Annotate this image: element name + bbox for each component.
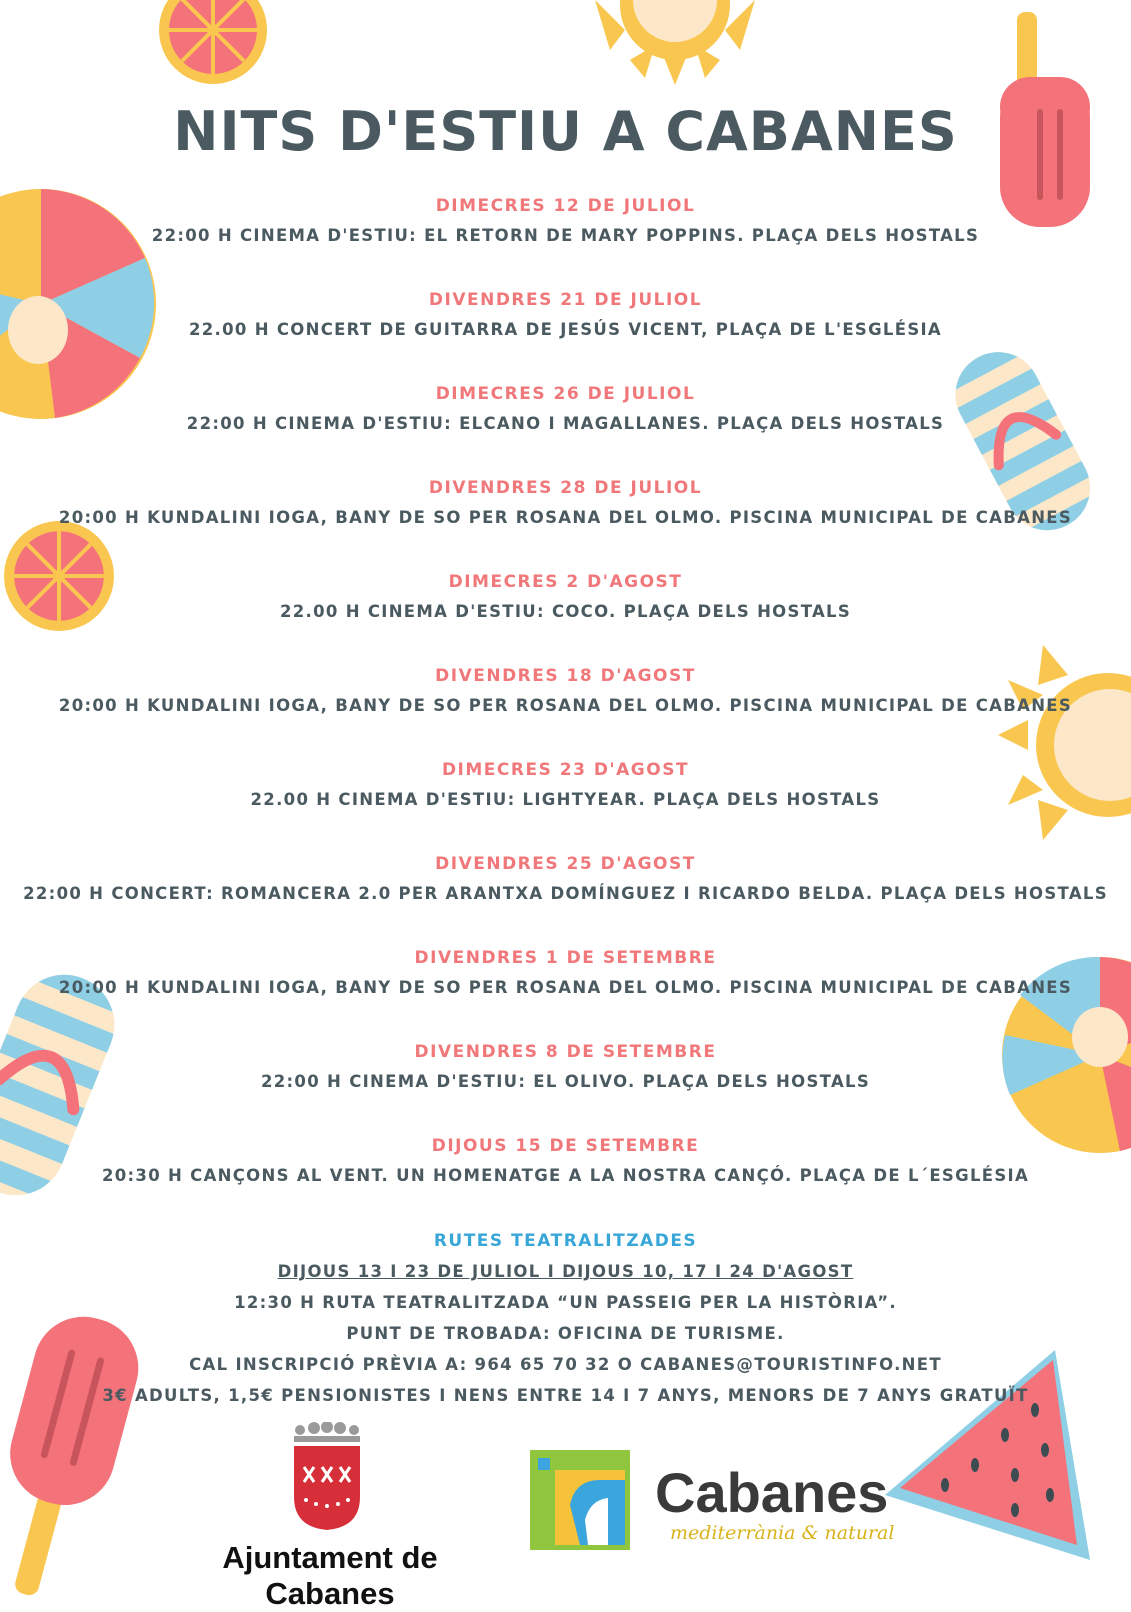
ajuntament-label: Ajuntament de Cabanes	[222, 1540, 438, 1611]
routes-line: CAL INSCRIPCIÓ PRÈVIA A: 964 65 70 32 O CABANES@TOURISTINFO.NET	[189, 1355, 942, 1374]
event-date: DIMECRES 2 D'AGOST	[448, 572, 683, 592]
event-description: 22:00 H CINEMA D'ESTIU: EL OLIVO. PLAÇA DELS HOSTALS	[260, 1072, 871, 1091]
event-item	[0, 285, 1131, 379]
ajuntament-crest-icon	[292, 1422, 362, 1532]
event-item	[0, 943, 1131, 1037]
routes-line: 12:30 H RUTA TEATRALITZADA “UN PASSEIG PER LA HISTÒRIA”.	[234, 1293, 897, 1312]
routes-line: PUNT DE TROBADA: OFICINA DE TURISME.	[346, 1324, 785, 1343]
event-item	[0, 661, 1131, 755]
event-list	[0, 191, 1131, 1225]
cabanes-brand-logo-icon	[530, 1450, 640, 1550]
event-date: DIVENDRES 21 DE JULIOL	[428, 290, 703, 310]
event-description: 22:00 H CINEMA D'ESTIU: EL RETORN DE MARY POPPINS. PLAÇA DELS HOSTALS	[151, 226, 980, 245]
event-date: DIVENDRES 8 DE SETEMBRE	[414, 1042, 717, 1062]
event-date: DIMECRES 26 DE JULIOL	[435, 384, 696, 404]
event-date: DIMECRES 12 DE JULIOL	[435, 196, 696, 216]
event-description: 22.00 H CONCERT DE GUITARRA DE JESÚS VICENT, PLAÇA DE L'ESGLÉSIA	[188, 320, 943, 339]
routes-title: RUTES TEATRALITZADES	[433, 1231, 698, 1251]
page-title: NITS D'ESTIU A CABANES	[173, 100, 958, 163]
event-date: DIVENDRES 18 D'AGOST	[435, 666, 696, 686]
event-description: 20:00 H KUNDALINI IOGA, BANY DE SO PER ROSANA DEL OLMO. PISCINA MUNICIPAL DE CABANES	[58, 696, 1073, 715]
event-description: 22:00 H CONCERT: ROMANCERA 2.0 PER ARANTXA DOMÍNGUEZ I RICARDO BELDA. PLAÇA DELS HOSTALS	[23, 884, 1108, 903]
event-description: 22.00 H CINEMA D'ESTIU: COCO. PLAÇA DELS HOSTALS	[279, 602, 852, 621]
event-description: 20:00 H KUNDALINI IOGA, BANY DE SO PER ROSANA DEL OLMO. PISCINA MUNICIPAL DE CABANES	[58, 508, 1073, 527]
event-description: 20:00 H KUNDALINI IOGA, BANY DE SO PER ROSANA DEL OLMO. PISCINA MUNICIPAL DE CABANES	[58, 978, 1073, 997]
event-date: DIVENDRES 28 DE JULIOL	[428, 478, 703, 498]
event-item	[0, 191, 1131, 285]
routes-dates: DIJOUS 13 I 23 DE JULIOL I DIJOUS 10, 17 I 24 D'AGOST	[277, 1262, 854, 1281]
event-date: DIVENDRES 1 DE SETEMBRE	[414, 948, 717, 968]
event-date: DIJOUS 15 DE SETEMBRE	[431, 1136, 700, 1156]
routes-line: 3€ ADULTS, 1,5€ PENSIONISTES I NENS ENTRE 14 I 7 ANYS, MENORS DE 7 ANYS GRATUÏT	[102, 1386, 1029, 1405]
orange-slice-icon	[158, 0, 268, 85]
event-item	[0, 755, 1131, 849]
brand-name: Cabanes	[655, 1461, 889, 1524]
event-item	[0, 379, 1131, 473]
event-description: 20:30 H CANÇONS AL VENT. UN HOMENATGE A LA NOSTRA CANÇÓ. PLAÇA DE L´ESGLÉSIA	[101, 1166, 1030, 1185]
sun-icon	[585, 0, 765, 85]
event-item	[0, 1037, 1131, 1131]
event-item	[0, 1131, 1131, 1225]
routes-section	[0, 1226, 1131, 1411]
event-item	[0, 473, 1131, 567]
event-date: DIVENDRES 25 D'AGOST	[435, 854, 696, 874]
brand-tagline: mediterrània & natural	[670, 1522, 895, 1544]
event-item	[0, 849, 1131, 943]
event-item	[0, 567, 1131, 661]
event-description: 22:00 H CINEMA D'ESTIU: ELCANO I MAGALLANES. PLAÇA DELS HOSTALS	[186, 414, 945, 433]
event-description: 22.00 H CINEMA D'ESTIU: LIGHTYEAR. PLAÇA DELS HOSTALS	[250, 790, 881, 809]
event-date: DIMECRES 23 D'AGOST	[441, 760, 690, 780]
